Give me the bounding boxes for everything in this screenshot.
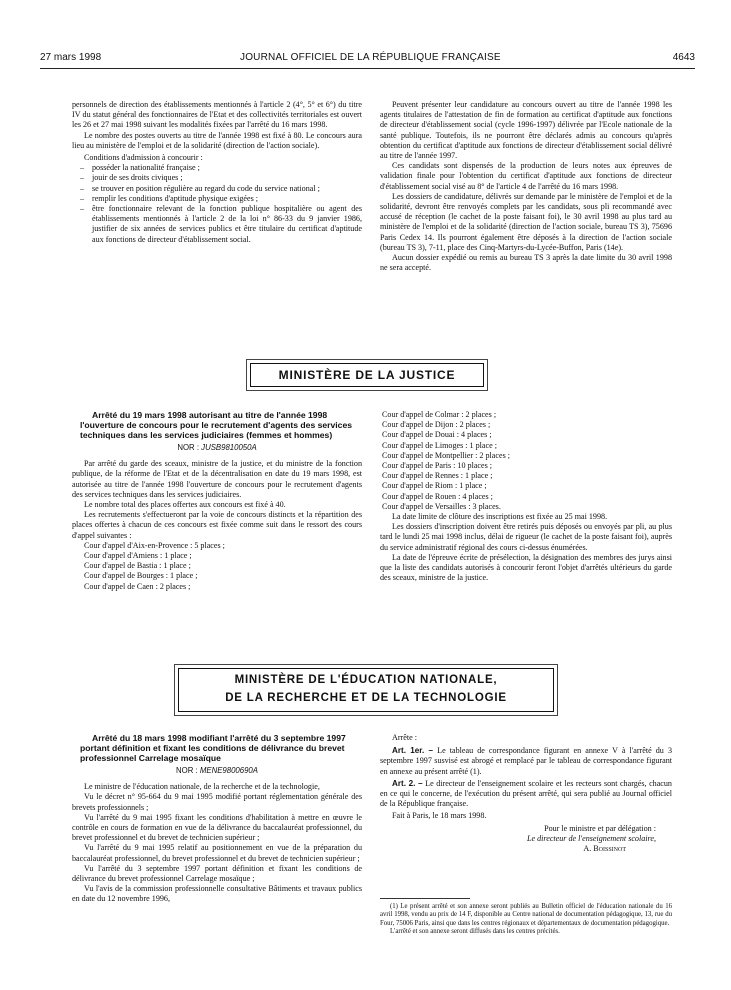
list-item: – se trouver en position régulière au regard du code du service national ; <box>92 184 362 194</box>
list-item: Cour d'appel de Versailles : 3 places. <box>382 501 501 511</box>
fait-line: Fait à Paris, le 18 mars 1998. <box>392 811 487 821</box>
nor-code: JUSB9810050A <box>201 443 257 452</box>
list-item: – être fonctionnaire relevant de la fonction publique hospitalière ou agent des établissements mentionnés à l'article 2 de la loi n° 86-33 du 9 janvier 1986, justifier de six années de services publics et être titulaire du certificat d'aptitude aux fonctions de directeur d'établissement social. <box>92 204 362 245</box>
paragraph: La date de l'épreuve écrite de présélection, la désignation des membres des jurys ainsi que la liste des candidats autorisés à concourir feront l'objet d'arrêtés ultérieurs du garde des sceaux, ministre de la justice. <box>380 552 672 583</box>
nor-reference <box>72 443 362 453</box>
paragraph: Aucun dossier expédié ou remis au bureau TS 3 après la date limite du 30 avril 1998 ne sera accepté. <box>380 253 672 273</box>
nor-reference <box>72 766 362 776</box>
page-number: 4643 <box>672 52 695 63</box>
footnote-text: (1) Le présent arrêté et son annexe seront publiés au Bulletin officiel de l'éducation nationale du 16 avril 1998, vendu au prix de 14 F, disponible au Centre national de documentation pédagogique, 13, rue du Four, 75006 Paris, ainsi que dans les centres régionaux et départementaux de documentation pédagogique. <box>380 903 672 927</box>
banner-line: MINISTÈRE DE L'ÉDUCATION NATIONALE, <box>234 674 498 686</box>
list-item: Cour d'appel de Montpellier : 2 places ; <box>382 450 511 460</box>
justice-right-column <box>380 410 672 583</box>
article-label: Art. 1er. – <box>392 746 434 756</box>
list-item: – posséder la nationalité française ; <box>92 163 362 173</box>
article-text: Le directeur de l'enseignement scolaire et les recteurs sont chargés, chacun en ce qui le concerne, de l'exécution du présent arrêté, qui sera publié au Journal officiel de la République française. <box>380 778 672 809</box>
list-item: Cour d'appel de Limoges : 1 place ; <box>382 440 497 450</box>
paragraph: Vu l'arrêté du 3 septembre 1997 portant définition et fixant les conditions de délivrance du brevet professionnel Carrelage mosaïque ; <box>72 863 362 884</box>
paragraph: Par arrêté du garde des sceaux, ministre de la justice, et du ministre de la fonction publique, de la réforme de l'Etat et de la décentralisation en date du 19 mars 1998, est autorisée au titre de l'année 1998 l'ouverture de concours pour le recrutement d'agents des services techniques dans les services judiciaires. <box>72 459 362 499</box>
nor-label: NOR : <box>177 443 199 452</box>
page-header <box>40 52 695 66</box>
list-item: Cour d'appel de Rennes : 1 place ; <box>382 471 493 481</box>
paragraph: Ces candidats sont dispensés de la production de leurs notes aux épreuves de validation finale pour l'obtention du certificat d'aptitude aux fonctions de directeur d'établissement social visé au 8° de l'article 4 de l'arrêté du 16 mars 1998. <box>380 161 672 191</box>
paragraph: Les dossiers d'inscription doivent être retirés puis déposés ou envoyés par pli, au plus tard le lundi 25 mai 1998 inclus, délai de rigueur (le cachet de la poste faisant foi), auprès du service administratif régional des cours ci-dessus énumérées. <box>380 522 672 552</box>
list-item: Cour d'appel d'Amiens : 1 place ; <box>84 551 192 561</box>
paragraph: Vu le décret n° 95-664 du 9 mai 1995 modifié portant réglementation générale des brevets professionnels ; <box>72 792 362 812</box>
education-right-column <box>380 733 672 854</box>
list-item: Cour d'appel de Dijon : 2 places ; <box>382 420 491 430</box>
article-1 <box>380 746 672 777</box>
ministry-banner-justice <box>250 363 484 387</box>
justice-left-column <box>72 410 362 592</box>
article-label: Art. 2. – <box>392 778 423 788</box>
list-item: Cour d'appel d'Aix-en-Provence : 5 places ; <box>84 540 225 550</box>
top-right-column <box>380 100 672 273</box>
decree-title: Arrêté du 19 mars 1998 autorisant au titre de l'année 1998 l'ouverture de concours pour le recrutement d'agents des services techniques dans les services judiciaires (femmes et hommes) <box>80 410 353 440</box>
list-item: Cour d'appel de Riom : 1 place ; <box>382 481 487 491</box>
list-item: Cour d'appel de Bastia : 1 place ; <box>84 561 191 571</box>
nor-label: NOR : <box>176 766 198 775</box>
signature-block <box>380 824 672 855</box>
signature-line: Le directeur de l'enseignement scolaire, <box>526 833 656 843</box>
paragraph: Les recrutements s'effectueront par la voie de concours distincts et la répartition des places offertes à chacun de ces concours est fixée comme suit dans le ressort des cours d'appel suivantes : <box>72 510 362 540</box>
arrete-line: Arrête : <box>392 733 417 742</box>
paragraph: Conditions d'admission à concourir : <box>84 153 203 163</box>
signature-name: A. Boissinot <box>583 844 626 854</box>
article-text: Le tableau de correspondance figurant en annexe V à l'arrêté du 3 septembre 1997 susvisé est abrogé et remplacé par le tableau de correspondance figurant en annexe au présent arrêté (1). <box>380 746 672 776</box>
decree-title: Arrêté du 18 mars 1998 modifiant l'arrêté du 3 septembre 1997 portant définition et fixant les conditions de délivrance du brevet professionnel Carrelage mosaïque <box>80 733 346 763</box>
signature-line: Pour le ministre et par délégation : <box>544 823 656 833</box>
paragraph: Vu l'avis de la commission professionnelle consultative Bâtiments et travaux publics en date du 12 novembre 1996, <box>72 884 362 904</box>
paragraph: Le ministre de l'éducation nationale, de la recherche et de la technologie, <box>84 782 320 792</box>
conditions-list <box>72 163 362 245</box>
list-item: Cour d'appel de Caen : 2 places ; <box>84 581 191 591</box>
footnote-rule <box>380 898 470 899</box>
list-item: Cour d'appel de Rouen : 4 places ; <box>382 491 493 501</box>
paragraph: personnels de direction des établissements mentionnés à l'article 2 (4°, 5° et 6°) du titre IV du statut général des fonctionnaires de l'Etat et des collectivités territoriales est ouvert les 26 et 27 mai 1998 suivant les modalités fixées par l'arrêté du 16 mars 1998. <box>72 100 362 130</box>
nor-code: MENE9800690A <box>199 766 258 775</box>
list-item: – jouir de ses droits civiques ; <box>92 173 362 183</box>
banner-line: DE LA RECHERCHE ET DE LA TECHNOLOGIE <box>225 692 507 704</box>
footnote-text: L'arrêté et son annexe seront diffusés dans les centres précités. <box>390 928 560 936</box>
top-left-column <box>72 100 362 245</box>
paragraph: Les dossiers de candidature, délivrés sur demande par le ministère de l'emploi et de la solidarité, devront être renvoyés complets par les candidats, sous pli recommandé avec accusé de réception (le cachet de la poste faisant foi), le 30 avril 1998 au plus tard au ministère de l'emploi et de la solidarité (direction de l'action sociale, bureau TS 3), 75696 Paris Cedex 14. Ils pourront également être déposés à la direction de l'action sociale (bureau TS 3), 7-11, place des Cinq-Martyrs-du-Lycée-Buffon, Paris (14e). <box>380 191 672 252</box>
header-date: 27 mars 1998 <box>40 52 102 63</box>
paragraph: Vu l'arrêté du 9 mai 1995 fixant les conditions d'habilitation à mettre en œuvre le contrôle en cours de formation en vue de la délivrance du baccalauréat professionnel, du brevet professionnel et du brevet de technicien supérieur ; <box>72 812 362 843</box>
list-item: Cour d'appel de Colmar : 2 places ; <box>382 410 497 419</box>
header-rule <box>40 68 695 69</box>
paragraph: Peuvent présenter leur candidature au concours ouvert au titre de l'année 1998 les agents titulaires de l'attestation de fin de formation au certificat d'aptitude aux fonctions de directeur d'établissement social (cycle 1996-1997) délivrée par l'Ecole nationale de la santé publique. Toutefois, ils ne pourront être déclarés admis au concours qu'après obtention du certificat d'aptitude aux fonctions de directeur d'établissement social délivré au titre de l'année 1997. <box>380 100 672 161</box>
banner-text: MINISTÈRE DE LA JUSTICE <box>278 368 456 382</box>
ministry-banner-education <box>178 668 554 712</box>
list-item: Cour d'appel de Douai : 4 places ; <box>382 430 492 440</box>
list-item: Cour d'appel de Bourges : 1 place ; <box>84 571 198 581</box>
paragraph: Le nombre des postes ouverts au titre de l'année 1998 est fixé à 80. Le concours aura lieu au ministère de l'emploi et de la solidarité (direction de l'action sociale). <box>72 130 362 150</box>
cours-list-left <box>72 541 362 592</box>
journal-title: JOURNAL OFFICIEL DE LA RÉPUBLIQUE FRANÇAISE <box>240 52 501 63</box>
paragraph: La date limite de clôture des inscriptions est fixée au 25 mai 1998. <box>392 512 608 522</box>
list-item: – remplir les conditions d'aptitude physique exigées ; <box>92 194 362 204</box>
list-item: Cour d'appel de Paris : 10 places ; <box>382 461 493 471</box>
education-left-column <box>72 733 362 905</box>
paragraph: Vu l'arrêté du 9 mai 1995 relatif au positionnement en vue de la préparation du baccalauréat professionnel, du brevet professionnel et du brevet de technicien supérieur ; <box>72 843 362 863</box>
paragraph: Le nombre total des places offertes aux concours est fixé à 40. <box>84 500 286 510</box>
cours-list-right <box>380 410 672 512</box>
footnote <box>380 903 672 937</box>
article-2 <box>380 779 672 810</box>
